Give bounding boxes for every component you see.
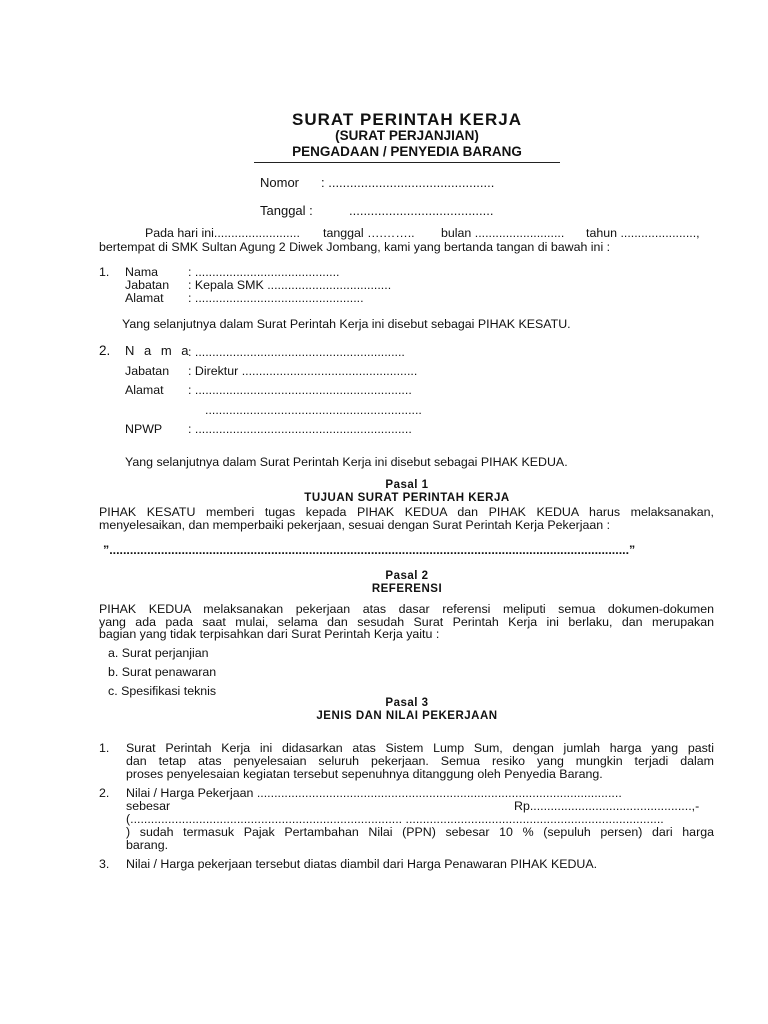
party2-jabatan-label: Jabatan: [125, 364, 170, 378]
nomor-value: : ..............................................: [321, 175, 495, 190]
pasal2-text-line3: bagian yang tidak terpisahkan dari Surat Perintah Kerja yaitu :: [99, 627, 440, 641]
pasal2-text-line2: yang ada pada saat mulai, selama dan sesudah Surat Perintah Kerja ini berlaku, dan merupakan: [99, 615, 714, 629]
party1-nama-label: Nama: [125, 265, 159, 279]
pasal3-item2-line3: (............................................................................... ...........................................................................: [126, 812, 664, 826]
pasal3-item1-line3: proses penyelesaian kegiatan tersebut sepenuhnya ditanggung oleh Penyedia Barang.: [126, 767, 603, 781]
nomor-label: Nomor: [260, 175, 300, 190]
tanggal-value: ........................................: [349, 203, 494, 218]
party2-nama-value: : .............................................................: [188, 345, 405, 359]
pasal3-item3-line1: Nilai / Harga pekerjaan tersebut diatas diambil dari Harga Penawaran PIHAK KEDUA.: [126, 857, 598, 871]
party1-closing: Yang selanjutnya dalam Surat Perintah Kerja ini disebut sebagai PIHAK KESATU.: [122, 317, 571, 331]
pasal3-item2-sebesar: sebesar: [126, 799, 171, 813]
pasal3-item2-rp: Rp...............................................,-: [514, 799, 700, 813]
pasal3-label: Pasal 3: [385, 697, 429, 709]
pasal1-job-title-field: ”.......................................................................................................................................................”: [103, 543, 636, 557]
intro-hari: Pada hari ini.........................: [145, 226, 300, 240]
list-item: a. Surat perjanjian: [108, 646, 209, 660]
document-subtitle: (SURAT PERJANJIAN): [335, 128, 479, 143]
pasal2-heading: REFERENSI: [371, 583, 443, 595]
pasal1-label: Pasal 1: [385, 479, 429, 491]
list-item: c. Spesifikasi teknis: [108, 684, 217, 698]
party1-nama-value: : ..........................................: [188, 265, 340, 279]
party2-alamat-value-2: ...............................................................: [205, 403, 422, 417]
tanggal-label: Tanggal :: [260, 203, 313, 218]
pasal3-item1-number: 1.: [99, 741, 110, 755]
party1-jabatan-value: : Kepala SMK ....................................: [188, 278, 392, 292]
party1-alamat-label: Alamat: [125, 291, 164, 305]
party2-alamat-value-1: : ...............................................................: [188, 383, 412, 397]
pasal3-item1-line1: Surat Perintah Kerja ini didasarkan atas Sistem Lump Sum, dengan jumlah harga yang pasti: [126, 741, 714, 755]
party2-npwp-label: NPWP: [125, 422, 163, 436]
party2-nama-label: N a m a: [125, 343, 192, 358]
intro-tahun: tahun ......................,: [586, 226, 700, 240]
pasal1-text-line1: PIHAK KESATU memberi tugas kepada PIHAK KEDUA dan PIHAK KEDUA harus melaksanakan,: [99, 505, 714, 519]
party2-closing: Yang selanjutnya dalam Surat Perintah Kerja ini disebut sebagai PIHAK KEDUA.: [125, 455, 568, 469]
list-item: b. Surat penawaran: [108, 665, 217, 679]
intro-bulan: bulan ..........................: [441, 226, 565, 240]
pasal1-text-line2: menyelesaikan, dan memperbaiki pekerjaan, sesuai dengan Surat Perintah Kerja Pekerjaan :: [99, 518, 611, 532]
pasal3-item1-line2: dan tetap atas penyelesaian seluruh pekerjaan. Semua resiko yang mungkin terjadi dalam: [126, 754, 714, 768]
party2-alamat-label: Alamat: [125, 383, 164, 397]
pasal3-item3-number: 3.: [99, 857, 110, 871]
party1-number: 1.: [99, 265, 110, 279]
pasal3-item2-line1: Nilai / Harga Pekerjaan ..........................................................................................................: [126, 786, 622, 800]
party1-alamat-value: : .................................................: [188, 291, 364, 305]
pasal2-text-line1: PIHAK KEDUA melaksanakan pekerjaan atas dasar referensi meliputi semua dokumen-dokumen: [99, 602, 714, 616]
party1-jabatan-label: Jabatan: [125, 278, 170, 292]
document-title: SURAT PERINTAH KERJA: [292, 110, 522, 129]
pasal3-item2-line5: barang.: [126, 838, 169, 852]
pasal3-heading: JENIS DAN NILAI PEKERJAAN: [316, 710, 498, 722]
intro-tanggal: tanggal ….……..: [323, 226, 415, 240]
party2-jabatan-value: : Direktur ...................................................: [188, 364, 418, 378]
pasal3-item2-number: 2.: [99, 786, 110, 800]
pasal2-label: Pasal 2: [385, 570, 429, 582]
document-subtitle-procurement: PENGADAAN / PENYEDIA BARANG: [292, 144, 522, 159]
pasal1-heading: TUJUAN SURAT PERINTAH KERJA: [304, 492, 510, 504]
party2-number: 2.: [99, 343, 111, 358]
party2-npwp-value: : ...............................................................: [188, 422, 412, 436]
title-underline: [254, 162, 560, 163]
pasal3-item2-line4: ) sudah termasuk Pajak Pertambahan Nilai (PPN) sebesar 10 % (sepuluh persen) dari harga: [126, 825, 714, 839]
intro-location: bertempat di SMK Sultan Agung 2 Diwek Jombang, kami yang bertanda tangan di bawah ini :: [99, 240, 611, 254]
